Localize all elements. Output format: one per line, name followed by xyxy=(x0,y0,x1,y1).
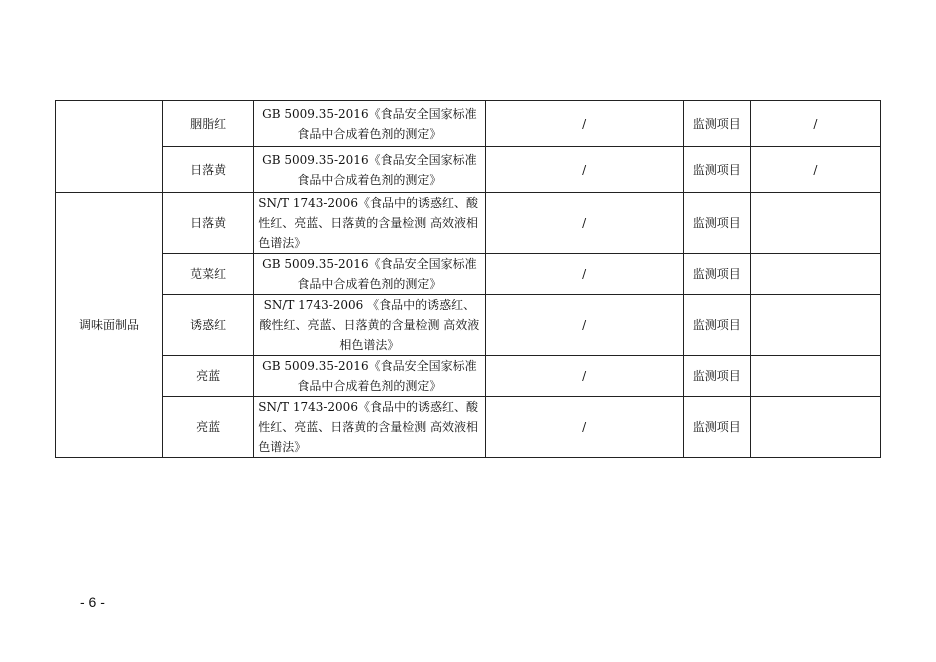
judgment-cell xyxy=(750,397,880,458)
standard-cell: SN/T 1743-2006《食品中的诱惑红、酸性红、亮蓝、日落黄的含量检测 高效液相色谱法》 xyxy=(254,193,485,254)
limit-cell: / xyxy=(485,254,683,295)
table-row xyxy=(56,101,881,147)
standard-cell: GB 5009.35-2016《食品安全国家标准 食品中合成着色剂的测定》 xyxy=(254,101,485,147)
inspection-table xyxy=(55,100,881,458)
type-cell: 监测项目 xyxy=(683,101,750,147)
type-cell: 监测项目 xyxy=(683,147,750,193)
item-cell: 亮蓝 xyxy=(163,356,254,397)
page-number: - 6 - xyxy=(80,594,105,610)
limit-cell: / xyxy=(485,101,683,147)
type-cell: 监测项目 xyxy=(683,193,750,254)
judgment-cell xyxy=(750,254,880,295)
item-cell: 亮蓝 xyxy=(163,397,254,458)
limit-cell: / xyxy=(485,295,683,356)
judgment-cell: / xyxy=(750,147,880,193)
table-row xyxy=(56,295,881,356)
type-cell: 监测项目 xyxy=(683,254,750,295)
category-cell: 调味面制品 xyxy=(56,193,163,458)
standard-cell: SN/T 1743-2006 《食品中的诱惑红、酸性红、亮蓝、日落黄的含量检测 高效液相色谱法》 xyxy=(254,295,485,356)
judgment-cell xyxy=(750,356,880,397)
item-cell: 胭脂红 xyxy=(163,101,254,147)
standard-cell: SN/T 1743-2006《食品中的诱惑红、酸性红、亮蓝、日落黄的含量检测 高效液相色谱法》 xyxy=(254,397,485,458)
limit-cell: / xyxy=(485,193,683,254)
limit-cell: / xyxy=(485,147,683,193)
judgment-cell: / xyxy=(750,101,880,147)
type-cell: 监测项目 xyxy=(683,295,750,356)
table-row xyxy=(56,254,881,295)
table-row xyxy=(56,356,881,397)
standard-cell: GB 5009.35-2016《食品安全国家标准 食品中合成着色剂的测定》 xyxy=(254,147,485,193)
item-cell: 诱惑红 xyxy=(163,295,254,356)
item-cell: 日落黄 xyxy=(163,193,254,254)
judgment-cell xyxy=(750,295,880,356)
standard-cell: GB 5009.35-2016《食品安全国家标准 食品中合成着色剂的测定》 xyxy=(254,254,485,295)
category-cell xyxy=(56,101,163,193)
standard-cell: GB 5009.35-2016《食品安全国家标准 食品中合成着色剂的测定》 xyxy=(254,356,485,397)
type-cell: 监测项目 xyxy=(683,356,750,397)
table-row xyxy=(56,193,881,254)
item-cell: 苋菜红 xyxy=(163,254,254,295)
type-cell: 监测项目 xyxy=(683,397,750,458)
table-row xyxy=(56,397,881,458)
table-row xyxy=(56,147,881,193)
limit-cell: / xyxy=(485,356,683,397)
judgment-cell xyxy=(750,193,880,254)
item-cell: 日落黄 xyxy=(163,147,254,193)
limit-cell: / xyxy=(485,397,683,458)
